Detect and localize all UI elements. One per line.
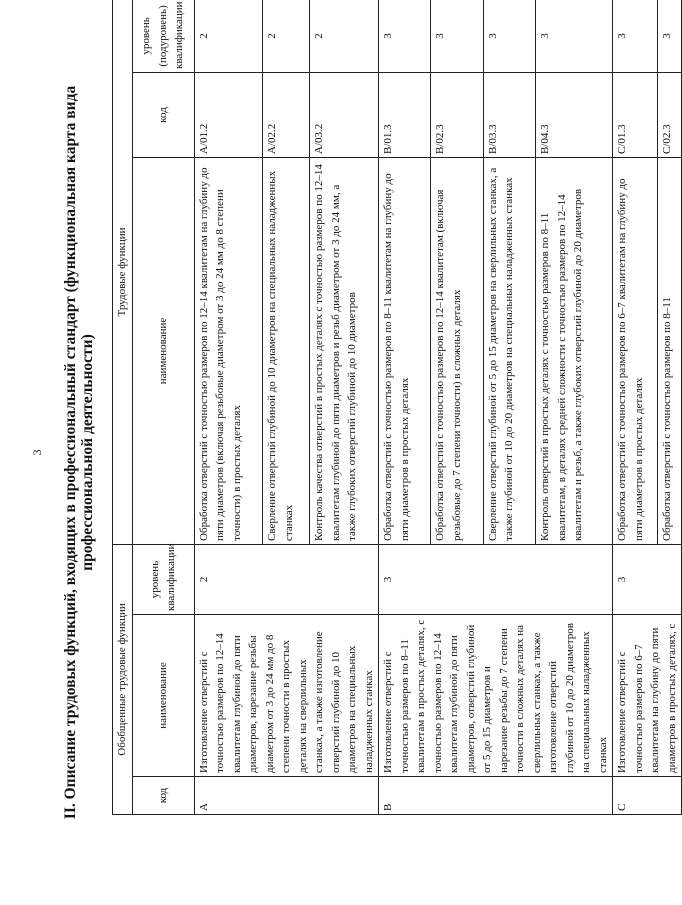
group-name: Изготовление отверстий с точностью размеров по 12–14 квалитетам глубиной до пяти диаметров, нарезание резьбы диаметром от 3 до 24 мм до 8 степени точности в простых деталях на сверлильных станках, а также изготовление отверстий глубиной до 10 диаметров на специальных наладженных станках (194, 615, 379, 777)
function-name: Сверление отверстий глубиной до 10 диаметров на специальных наладженных станках (263, 157, 310, 544)
function-code: C/02.3 (657, 72, 681, 157)
function-name: Контроль качества отверстий в простых деталях с точностью размеров по 12–14 квалитетам глубиной до пяти диаметров и резьб диаметром от 3 до 24 мм, а также глубоких отверстий глубиной до 10 диаметров (310, 157, 379, 544)
function-code: B/01.3 (379, 72, 431, 157)
header-code: код (132, 777, 194, 815)
function-level: 3 (657, 0, 681, 72)
page-number: 3 (30, 449, 44, 456)
function-level: 3 (379, 0, 431, 72)
function-name: Обработка отверстий с точностью размеров по 6–7 квалитетам на глубину до пяти диаметров в простых деталях (613, 157, 658, 544)
group-code: C (613, 777, 682, 815)
function-name: Обработка отверстий с точностью размеров по 8–11 (657, 157, 681, 544)
function-level: 2 (194, 0, 263, 72)
function-code: A/01.2 (194, 72, 263, 157)
function-code: A/02.2 (263, 72, 310, 157)
function-code: A/03.2 (310, 72, 379, 157)
table-body (194, 0, 682, 815)
function-level: 3 (431, 0, 483, 72)
function-level: 3 (536, 0, 613, 72)
table-row (613, 0, 658, 815)
function-level: 3 (613, 0, 658, 72)
header-sublevel: уровень (подуровень) квалификации (132, 0, 194, 72)
table-row (194, 0, 263, 815)
page-title: II. Описание трудовых функций, входящих в профессиональный стандарт (функциональная карта вида профессиональной деятельности) (62, 85, 96, 820)
function-code: B/03.3 (483, 72, 535, 157)
function-name: Контроль отверстий в простых деталях с точностью размеров по 8–11 квалитетам, в деталях средней сложности с точностью размеров по 12–14 квалитетам и резьб, а также глубоких отверстий глубиной до 20 диаметров (536, 157, 613, 544)
function-level: 3 (483, 0, 535, 72)
header-function-code: код (132, 72, 194, 157)
table-header (113, 0, 195, 815)
header-generalized: Обобщенные трудовые функции (113, 544, 133, 814)
group-name: Изготовление отверстий с точностью размеров по 6–7 квалитетам на глубину до пяти диаметров в простых деталях, с (613, 615, 682, 777)
header-level: уровень квалификации (132, 544, 194, 614)
function-code: B/04.3 (536, 72, 613, 157)
group-level: 3 (613, 544, 682, 614)
header-function-name: наименование (132, 157, 194, 544)
function-name: Обработка отверстий с точностью размеров по 8–11 квалитетам на глубину до пяти диаметров в простых деталях (379, 157, 431, 544)
header-labor: Трудовые функции (113, 0, 133, 544)
function-code: B/02.3 (431, 72, 483, 157)
group-code: A (194, 777, 379, 815)
group-level: 2 (194, 544, 379, 614)
function-name: Обработка отверстий с точностью размеров по 12–14 квалитетам на глубину до пяти диаметров (включая резьбовые диаметром от 3 до 24 мм до 8 степени точности) в простых деталях (194, 157, 263, 544)
function-level: 2 (263, 0, 310, 72)
group-name: Изготовление отверстий с точностью размеров по 8–11 квалитетам в простых деталях, с точностью размеров по 12–14 квалитетам глубиной до пяти диаметров, отверстий глубиной от 5 до 15 диаметров и нарезание резьбы до 7 степени точности в сложных деталях на сверлильных станках, а также изготовление отверстий глубиной от 10 до 20 диаметров на специальных наладженных станках (379, 615, 613, 777)
function-map-table (112, 0, 682, 815)
function-name: Сверление отверстий глубиной от 5 до 15 диаметров на сверлильных станках, а также глубиной от 10 до 20 диаметров на специальных наладженных станках (483, 157, 535, 544)
function-level: 2 (310, 0, 379, 72)
function-name: Обработка отверстий с точностью размеров по 12–14 квалитетам (включая резьбовые до 7 степени точности) в сложных деталях (431, 157, 483, 544)
group-code: B (379, 777, 613, 815)
table-row (379, 0, 431, 815)
group-level: 3 (379, 544, 613, 614)
function-code: C/01.3 (613, 72, 658, 157)
header-name: наименование (132, 615, 194, 777)
